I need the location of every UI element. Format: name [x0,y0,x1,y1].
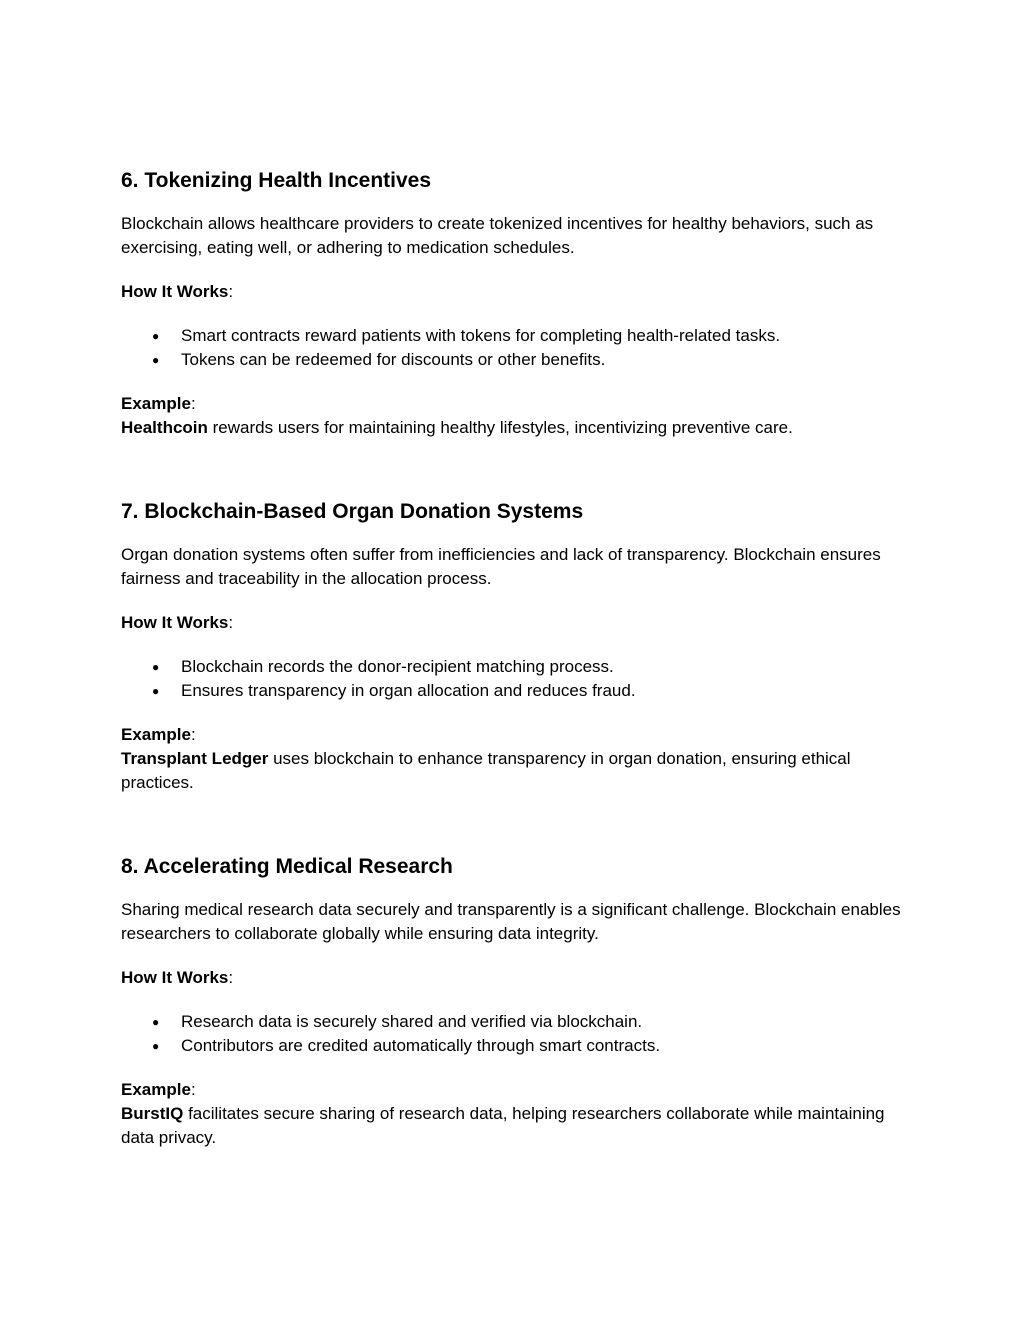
bullet-icon: ● [152,684,160,698]
section-tokenizing-health-incentives [121,167,911,440]
example-label [121,392,911,416]
bullet-icon: ● [152,1015,160,1029]
example-title: Example [121,394,191,413]
example-name: Transplant Ledger [121,749,269,768]
example-title: Example [121,1080,191,1099]
example-colon: : [190,394,196,413]
how-it-works-label [121,611,911,635]
example-text [121,1102,911,1150]
how-it-works-colon: : [228,968,234,987]
list-item-text: Tokens can be redeemed for discounts or other benefits. [181,350,606,369]
how-it-works-title: How It Works [121,968,229,987]
section-intro: Organ donation systems often suffer from inefficiencies and lack of transparency. Blockchain ensures fairness and traceability in the allocation process. [121,545,881,588]
bullet-icon: ● [152,1039,160,1053]
how-it-works-title: How It Works [121,282,229,301]
list-item-text: Ensures transparency in organ allocation and reduces fraud. [181,681,636,700]
list-item [121,324,911,348]
section-accelerating-medical-research [121,853,911,1150]
list-item [121,1010,911,1034]
how-it-works-list [121,1010,911,1058]
example-label [121,723,911,747]
list-item-text: Blockchain records the donor-recipient matching process. [181,657,614,676]
list-item-text: Smart contracts reward patients with tokens for completing health-related tasks. [181,326,781,345]
example-label [121,1078,911,1102]
example-name: BurstIQ [121,1104,184,1123]
example-description: rewards users for maintaining healthy lifestyles, incentivizing preventive care. [207,418,793,437]
list-item-text: Research data is securely shared and verified via blockchain. [181,1012,643,1031]
how-it-works-list [121,324,911,372]
example-colon: : [190,725,196,744]
section-organ-donation-systems [121,498,911,795]
how-it-works-title: How It Works [121,613,229,632]
section-intro: Sharing medical research data securely and transparently is a significant challenge. Blockchain enables researchers to collaborate globally while ensuring data integrity. [121,900,901,943]
section-intro: Blockchain allows healthcare providers to create tokenized incentives for healthy behaviors, such as exercising, eating well, or adhering to medication schedules. [121,214,874,257]
section-heading: 7. Blockchain-Based Organ Donation Systems [121,500,584,523]
document-page [121,167,911,1150]
list-item-text: Contributors are credited automatically through smart contracts. [181,1036,661,1055]
how-it-works-colon: : [228,613,234,632]
list-item [121,655,911,679]
section-heading: 8. Accelerating Medical Research [121,855,453,878]
section-heading: 6. Tokenizing Health Incentives [121,169,432,192]
how-it-works-colon: : [228,282,234,301]
list-item [121,1034,911,1058]
list-item [121,679,911,703]
example-description: facilitates secure sharing of research data, helping researchers collaborate while maintaining data privacy. [121,1104,885,1147]
example-text [121,747,911,795]
bullet-icon: ● [152,660,160,674]
how-it-works-label [121,966,911,990]
how-it-works-label [121,280,911,304]
example-title: Example [121,725,191,744]
example-text [121,416,911,440]
how-it-works-list [121,655,911,703]
example-description: uses blockchain to enhance transparency in organ donation, ensuring ethical practices. [121,749,851,792]
bullet-icon: ● [152,329,160,343]
bullet-icon: ● [152,353,160,367]
list-item [121,348,911,372]
example-name: Healthcoin [121,418,208,437]
example-colon: : [190,1080,196,1099]
